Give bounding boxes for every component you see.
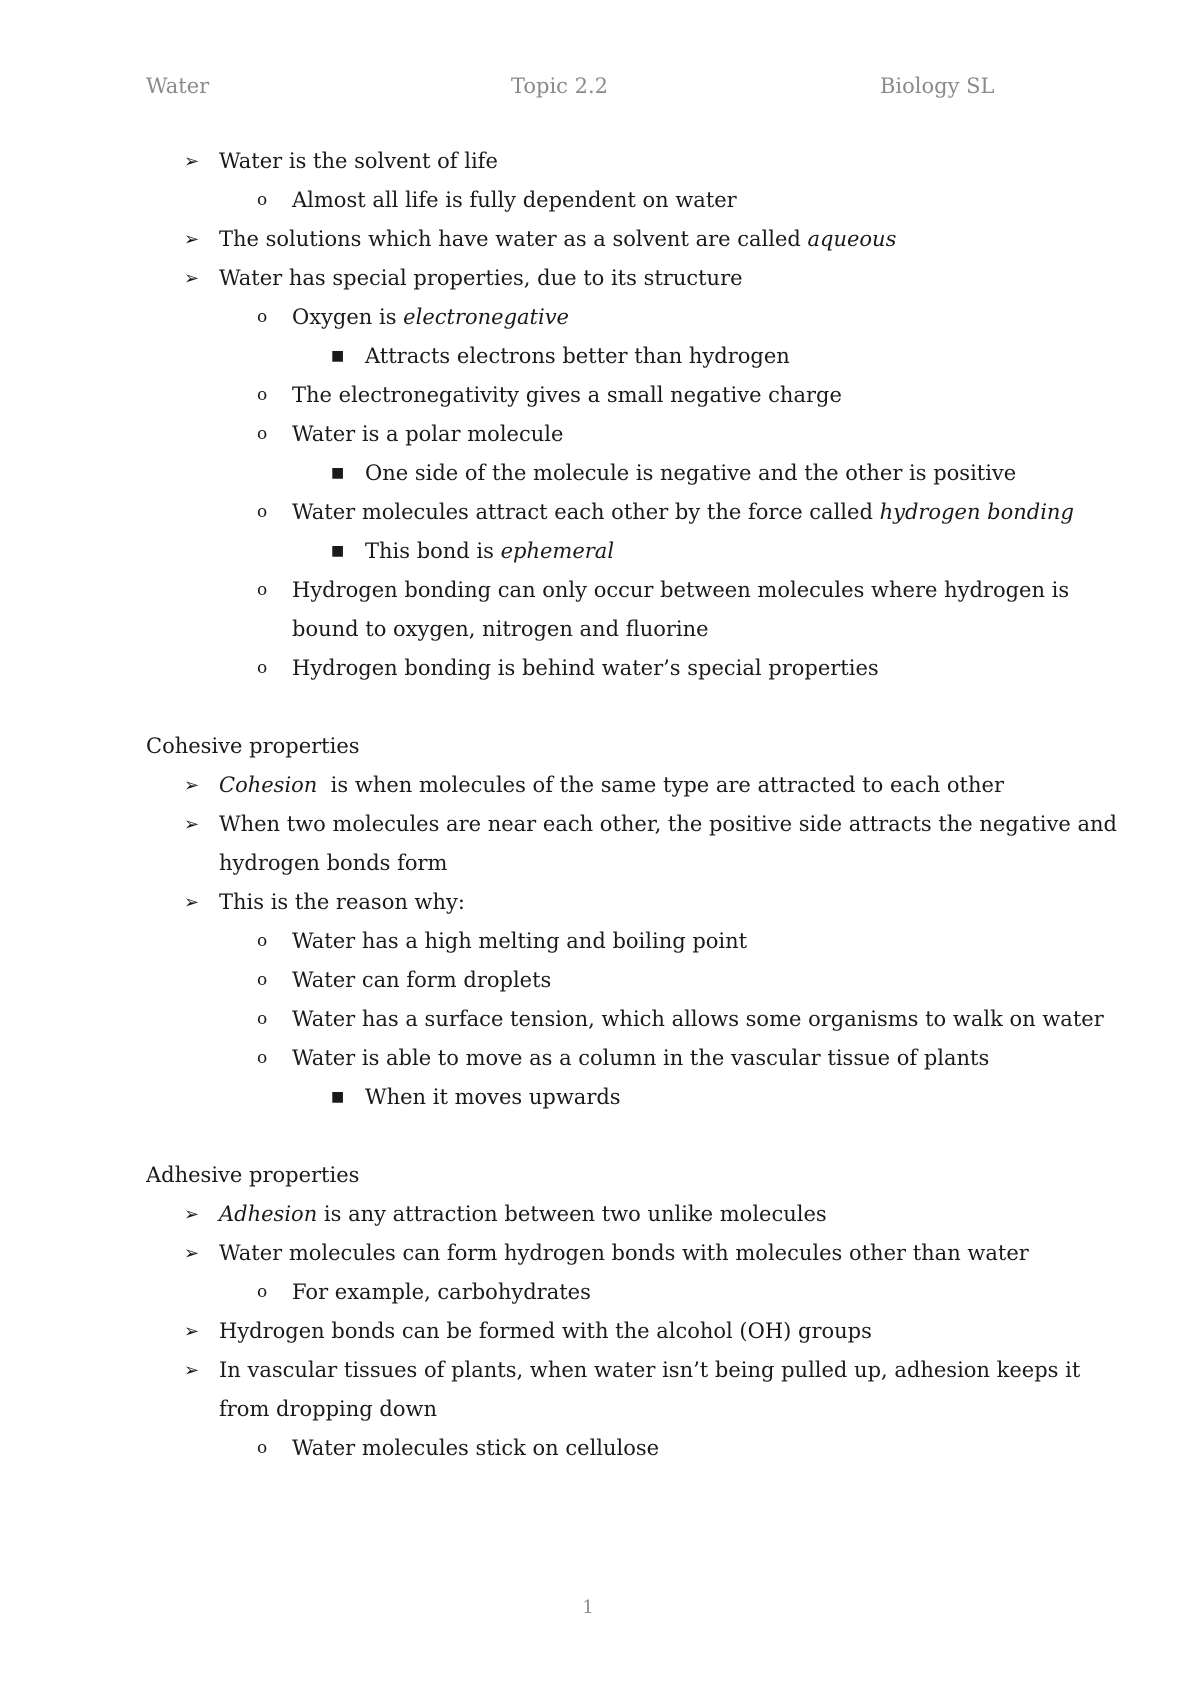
circle-bullet-icon: o xyxy=(257,502,268,522)
list-item: ■ One side of the molecule is negative and the other is positive xyxy=(146,454,1066,493)
circle-bullet-icon: o xyxy=(257,190,268,210)
arrow-bullet-icon: ➢ xyxy=(184,268,200,289)
list-item: o Water has a surface tension, which allows some organisms to walk on water xyxy=(146,1000,1066,1039)
list-item: o Hydrogen bonding is behind water’s special properties xyxy=(146,649,1066,688)
arrow-bullet-icon: ➢ xyxy=(184,814,200,835)
arrow-bullet-icon: ➢ xyxy=(184,1321,200,1342)
list-item: o Water is able to move as a column in the vascular tissue of plants xyxy=(146,1039,1066,1078)
section-heading-cohesive: Cohesive properties xyxy=(146,734,360,758)
list-item: ➢ When two molecules are near each other, the positive side attracts the negative and xyxy=(146,805,1066,844)
square-bullet-icon: ■ xyxy=(331,543,345,559)
document-body xyxy=(146,142,1117,1468)
list-item: ➢ Water is the solvent of life xyxy=(146,142,1066,181)
list-item: ➢ Water molecules can form hydrogen bonds with molecules other than water xyxy=(146,1234,1066,1273)
list-item: ➢ This is the reason why: xyxy=(146,883,1066,922)
list-item: o Hydrogen bonding can only occur between molecules where hydrogen is xyxy=(146,571,1066,610)
circle-bullet-icon: o xyxy=(257,1009,268,1029)
arrow-bullet-icon: ➢ xyxy=(184,1360,200,1381)
circle-bullet-icon: o xyxy=(257,931,268,951)
list-item: o For example, carbohydrates xyxy=(146,1273,1066,1312)
list-item: ■ Attracts electrons better than hydrogen xyxy=(146,337,1066,376)
arrow-bullet-icon: ➢ xyxy=(184,1204,200,1225)
list-item: o Water can form droplets xyxy=(146,961,1066,1000)
list-item: o Almost all life is fully dependent on water xyxy=(146,181,1066,220)
arrow-bullet-icon: ➢ xyxy=(184,229,200,250)
header-right: Biology SL xyxy=(880,74,995,98)
circle-bullet-icon: o xyxy=(257,307,268,327)
header-center: Topic 2.2 xyxy=(511,74,609,98)
arrow-bullet-icon: ➢ xyxy=(184,775,200,796)
list-item: o The electronegativity gives a small negative charge xyxy=(146,376,1066,415)
circle-bullet-icon: o xyxy=(257,1282,268,1302)
list-item: ➢ Cohesion is when molecules of the same type are attracted to each other xyxy=(146,766,1066,805)
page-number: 1 xyxy=(582,1597,594,1618)
arrow-bullet-icon: ➢ xyxy=(184,892,200,913)
circle-bullet-icon: o xyxy=(257,385,268,405)
circle-bullet-icon: o xyxy=(257,1048,268,1068)
list-item: ■ This bond is ephemeral xyxy=(146,532,1066,571)
list-item: ➢ In vascular tissues of plants, when water isn’t being pulled up, adhesion keeps it xyxy=(146,1351,1066,1390)
list-item: o Water molecules attract each other by the force called hydrogen bonding xyxy=(146,493,1066,532)
section-heading-adhesive: Adhesive properties xyxy=(146,1163,360,1187)
circle-bullet-icon: o xyxy=(257,970,268,990)
list-item-continuation: bound to oxygen, nitrogen and fluorine xyxy=(292,617,709,641)
circle-bullet-icon: o xyxy=(257,424,268,444)
list-item: ➢ Adhesion is any attraction between two unlike molecules xyxy=(146,1195,1066,1234)
square-bullet-icon: ■ xyxy=(331,348,345,364)
list-item-continuation: hydrogen bonds form xyxy=(219,851,448,875)
list-item: ■ When it moves upwards xyxy=(146,1078,1066,1117)
header-left: Water xyxy=(146,74,210,98)
arrow-bullet-icon: ➢ xyxy=(184,1243,200,1264)
list-item: o Water is a polar molecule xyxy=(146,415,1066,454)
page-header xyxy=(146,74,995,104)
circle-bullet-icon: o xyxy=(257,658,268,678)
list-item: o Water has a high melting and boiling point xyxy=(146,922,1066,961)
square-bullet-icon: ■ xyxy=(331,465,345,481)
list-item: o Water molecules stick on cellulose xyxy=(146,1429,1066,1468)
circle-bullet-icon: o xyxy=(257,580,268,600)
list-item: ➢ Water has special properties, due to its structure xyxy=(146,259,1066,298)
list-item-continuation: from dropping down xyxy=(219,1397,437,1421)
square-bullet-icon: ■ xyxy=(331,1089,345,1105)
circle-bullet-icon: o xyxy=(257,1438,268,1458)
list-item: o Oxygen is electronegative xyxy=(146,298,1066,337)
list-item: ➢ Hydrogen bonds can be formed with the alcohol (OH) groups xyxy=(146,1312,1066,1351)
arrow-bullet-icon: ➢ xyxy=(184,151,200,172)
list-item: ➢ The solutions which have water as a solvent are called aqueous xyxy=(146,220,1066,259)
